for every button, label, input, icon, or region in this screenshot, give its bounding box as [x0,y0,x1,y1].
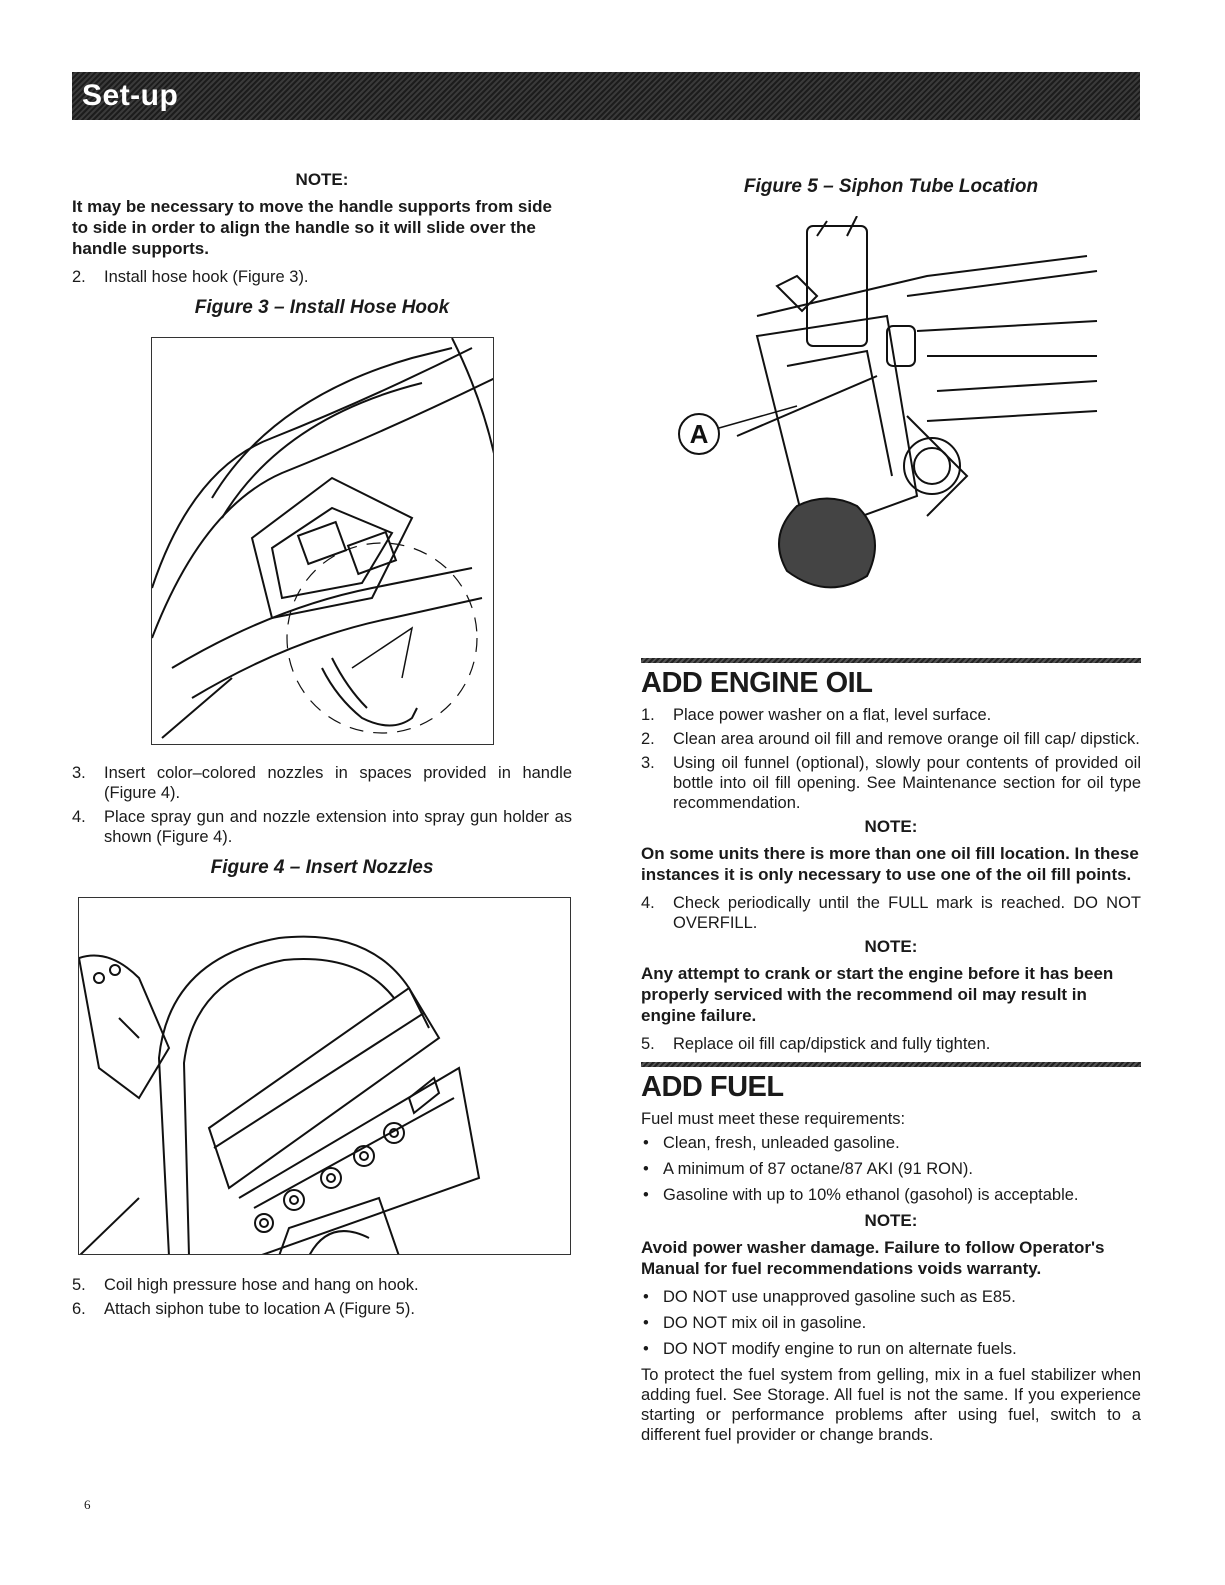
callout-a-label: A [689,419,709,449]
fuel-section-rule [641,1062,1141,1067]
figure-5-siphon-tube [677,216,1137,596]
note-text: It may be necessary to move the handle supports from side to side in order to align the handle so it will slide over the handle supports. [72,197,552,258]
fuel-note-text: Avoid power washer damage. Failure to follow Operator's Manual for fuel recommendations voids warranty. [641,1238,1105,1278]
figure-4-insert-nozzles [78,897,571,1255]
add-fuel-heading: ADD FUEL [641,1071,784,1103]
fuel-dont-2: • DO NOT mix oil in gasoline. [643,1314,867,1332]
oil-note-1-label: NOTE: [864,817,918,836]
note-label: NOTE: [295,170,349,189]
nozzles-illustration [79,898,571,1255]
oil-section-rule [641,658,1141,663]
step-6: 6. Attach siphon tube to location A (Figure 5). [72,1300,415,1318]
right-column [641,170,1141,1449]
fuel-dont-3: • DO NOT modify engine to run on alternate fuels. [643,1340,1017,1358]
section-header-bar [72,72,1140,120]
figure-4-caption: Figure 4 – Insert Nozzles [210,857,434,878]
step-4: 4. Place spray gun and nozzle extension into spray gun holder as shown (Figure 4). [72,808,572,846]
step-2: 2. Install hose hook (Figure 3). [72,268,309,286]
oil-step-3: 3. Using oil funnel (optional), slowly pour contents of provided oil bottle into oil fill opening. See Maintenance section for oil type recommendation. [641,754,1141,812]
figure-3-hose-hook [151,337,494,745]
siphon-tube-illustration [677,216,1137,596]
step-3: 3. Insert color–colored nozzles in spaces provided in handle (Figure 4). [72,764,572,802]
figure-3-caption: Figure 3 – Install Hose Hook [194,297,450,318]
oil-note-1-text: On some units there is more than one oil fill location. In these instances it is only necessary to use one of the oil fill points. [641,844,1139,884]
fuel-requirement-1: • Clean, fresh, unleaded gasoline. [643,1134,900,1152]
section-title-setup: Set-up [82,79,179,112]
fuel-dont-1: • DO NOT use unapproved gasoline such as E85. [643,1288,1016,1306]
step-5: 5. Coil high pressure hose and hang on hook. [72,1276,419,1294]
oil-step-2: 2. Clean area around oil fill and remove orange oil fill cap/ dipstick. [641,730,1140,748]
oil-step-1: 1. Place power washer on a flat, level surface. [641,706,992,724]
fuel-intro: Fuel must meet these requirements: [641,1110,906,1128]
oil-note-2-text: Any attempt to crank or start the engine before it has been properly serviced with the recommend oil may result in engine failure. [641,964,1114,1025]
add-engine-oil-heading: ADD ENGINE OIL [641,667,873,699]
fuel-requirement-3: • Gasoline with up to 10% ethanol (gasohol) is acceptable. [643,1186,1079,1204]
page-number: 6 [84,1497,91,1512]
fuel-closing-text: To protect the fuel system from gelling, mix in a fuel stabilizer when adding fuel. See Storage. All fuel is not the same. If you experience starting or performance problems after using fuel, switch to a different fuel provider or change brands. [641,1366,1141,1444]
left-column [72,170,572,1323]
figure-5-caption: Figure 5 – Siphon Tube Location [743,176,1039,197]
fuel-note-label: NOTE: [864,1211,918,1230]
oil-step-4: 4. Check periodically until the FULL mark is reached. DO NOT OVERFILL. [641,894,1141,932]
fuel-requirement-2: • A minimum of 87 octane/87 AKI (91 RON). [643,1160,973,1178]
hose-hook-illustration [152,338,494,745]
oil-note-2-label: NOTE: [864,937,918,956]
oil-step-5: 5. Replace oil fill cap/dipstick and fully tighten. [641,1035,991,1053]
